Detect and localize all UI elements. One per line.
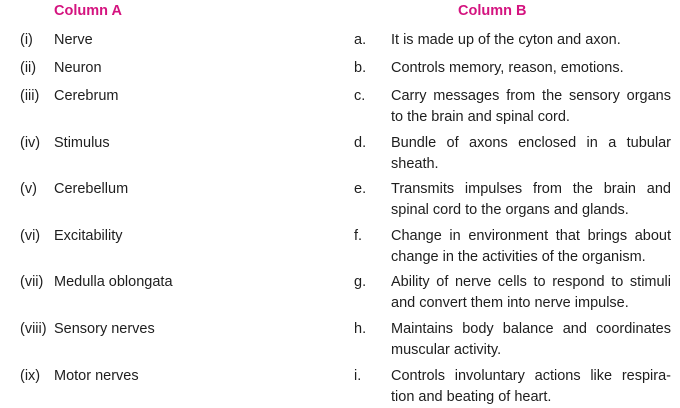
term: Motor nerves (54, 368, 139, 384)
option-letter: h. (354, 321, 367, 337)
option-description: It is made up of the cyton and axon. (391, 32, 621, 48)
option-description: Bundle of axons enclosed in a tubular sheath. (391, 135, 671, 172)
option-description: Maintains body balance and coordinates muscular activity. (391, 321, 671, 358)
term: Stimulus (54, 135, 110, 151)
option-letter: c. (354, 88, 366, 104)
option-letter: i. (354, 368, 362, 384)
row-number: (i) (20, 32, 33, 48)
term: Nerve (54, 32, 93, 48)
option-description: Controls memory, reason, emotions. (391, 60, 624, 76)
row-number: (vi) (20, 228, 41, 244)
column-b-header: Column B (458, 3, 527, 19)
row-number: (v) (20, 181, 37, 197)
option-description: Transmits impulses from the brain and spinal cord to the organs and glands. (391, 181, 671, 218)
term: Excitability (54, 228, 123, 244)
term: Cerebellum (54, 181, 129, 197)
option-letter: a. (354, 32, 367, 48)
term: Cerebrum (54, 88, 119, 104)
term: Neuron (54, 60, 102, 76)
row-number: (ii) (20, 60, 37, 76)
column-a-header: Column A (54, 3, 122, 19)
option-description: Controls involuntary actions like respira-tion and beating of heart. (391, 368, 671, 405)
option-letter: d. (354, 135, 367, 151)
term: Medulla oblongata (54, 274, 173, 290)
option-description: Change in environment that brings about change in the activities of the organism. (391, 228, 671, 265)
row-number: (viii) (20, 321, 47, 337)
option-description: Ability of nerve cells to respond to stimuli and convert them into nerve impulse. (391, 274, 671, 311)
option-letter: b. (354, 60, 367, 76)
option-letter: g. (354, 274, 367, 290)
option-letter: f. (354, 228, 363, 244)
option-letter: e. (354, 181, 367, 197)
row-number: (iv) (20, 135, 41, 151)
row-number: (vii) (20, 274, 44, 290)
term: Sensory nerves (54, 321, 155, 337)
option-description: Carry messages from the sensory organs to the brain and spinal cord. (391, 88, 671, 125)
row-number: (iii) (20, 88, 40, 104)
row-number: (ix) (20, 368, 41, 384)
